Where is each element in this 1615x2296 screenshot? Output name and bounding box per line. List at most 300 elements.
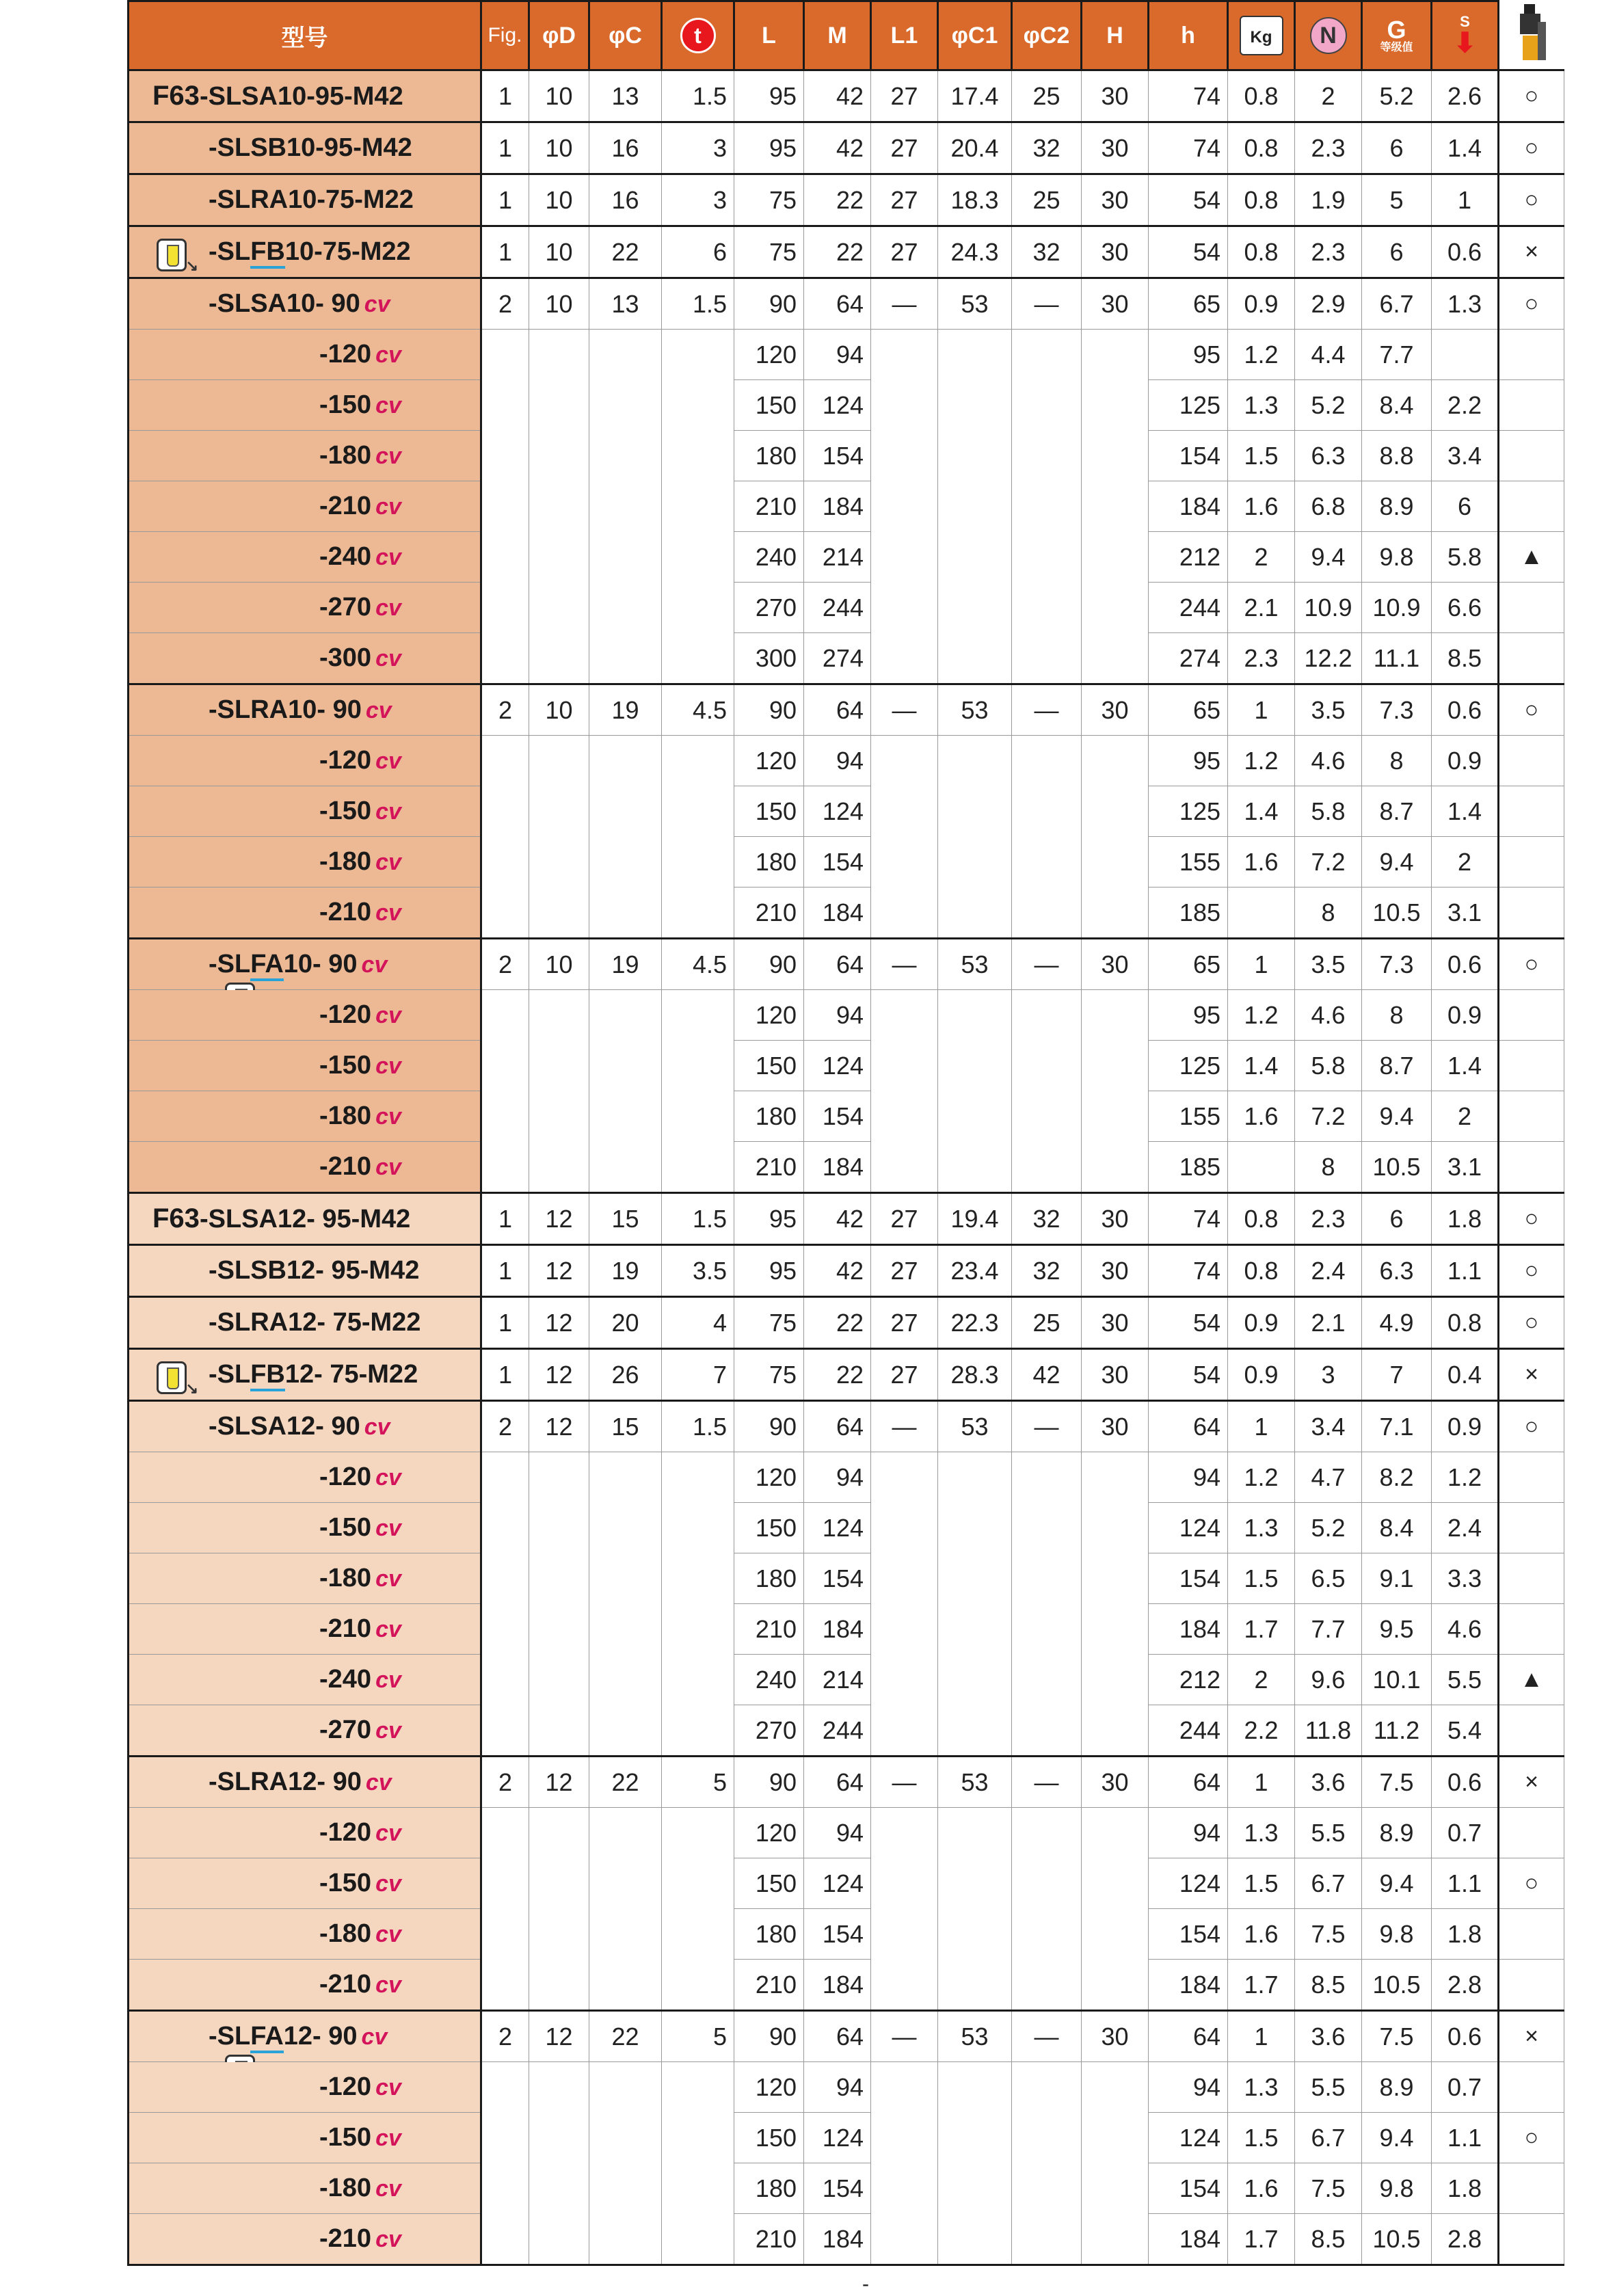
value-cell <box>1082 330 1149 380</box>
availability-mark <box>1499 1142 1564 1193</box>
value-cell: 1 <box>481 1193 529 1245</box>
value-cell <box>481 887 529 939</box>
value-cell: 1 <box>481 1297 529 1349</box>
value-cell: 54 <box>1149 1297 1228 1349</box>
value-cell: 2.3 <box>1228 633 1295 684</box>
value-cell: 64 <box>804 2011 871 2062</box>
model-length-suffix: -120 <box>319 2072 372 2101</box>
value-cell <box>938 330 1012 380</box>
value-cell <box>662 1452 734 1503</box>
model-code: -SL <box>209 950 251 978</box>
value-cell: 10.5 <box>1362 2214 1432 2265</box>
value-cell: 4.6 <box>1295 990 1362 1041</box>
value-cell: 244 <box>804 583 871 633</box>
value-cell <box>938 1808 1012 1858</box>
value-cell: 150 <box>734 1858 804 1909</box>
model-length-suffix: -120 <box>319 746 372 775</box>
value-cell: 19 <box>589 939 662 990</box>
value-cell: 154 <box>804 1091 871 1142</box>
value-cell <box>662 1142 734 1193</box>
model-code-highlight: FB <box>250 1360 285 1391</box>
model-code: -SLRA12- 90 <box>209 1767 362 1796</box>
model-cell <box>129 1757 481 1808</box>
value-cell <box>529 481 589 532</box>
value-cell: 1 <box>481 70 529 122</box>
value-cell: 6.8 <box>1295 481 1362 532</box>
value-cell: 180 <box>734 2163 804 2214</box>
value-cell <box>938 431 1012 481</box>
value-cell <box>662 1091 734 1142</box>
value-cell <box>1082 532 1149 583</box>
value-cell: 1.1 <box>1432 2113 1499 2163</box>
cv-mark: cv <box>375 799 401 825</box>
table-row <box>129 1245 1564 1297</box>
value-cell: 0.9 <box>1228 1349 1295 1401</box>
availability-mark <box>1499 736 1564 786</box>
value-cell <box>871 887 938 939</box>
value-cell: 1 <box>481 122 529 174</box>
model-cell <box>129 786 481 837</box>
table-row <box>129 70 1564 122</box>
value-cell: 2.1 <box>1228 583 1295 633</box>
value-cell: 184 <box>804 2214 871 2265</box>
value-cell: 154 <box>804 431 871 481</box>
cv-mark: cv <box>375 1566 401 1592</box>
value-cell: 74 <box>1149 122 1228 174</box>
value-cell: 5 <box>662 2011 734 2062</box>
value-cell <box>938 1604 1012 1655</box>
value-cell <box>1082 1858 1149 1909</box>
value-cell: 74 <box>1149 1245 1228 1297</box>
value-cell: 3.5 <box>1295 939 1362 990</box>
value-cell <box>1012 431 1082 481</box>
value-cell: 180 <box>734 431 804 481</box>
value-cell: 3.4 <box>1432 431 1499 481</box>
weight-icon: Kg <box>1240 16 1283 55</box>
value-cell <box>589 1041 662 1091</box>
value-cell <box>871 1858 938 1909</box>
value-cell <box>662 1858 734 1909</box>
value-cell: 28.3 <box>938 1349 1012 1401</box>
value-cell: 244 <box>1149 1705 1228 1757</box>
value-cell: 2.1 <box>1295 1297 1362 1349</box>
col-c2: φC2 <box>1012 1 1082 70</box>
value-cell: 5 <box>662 1757 734 1808</box>
value-cell: 54 <box>1149 1349 1228 1401</box>
value-cell <box>938 1452 1012 1503</box>
value-cell: 5.2 <box>1295 1503 1362 1553</box>
value-cell: 120 <box>734 1808 804 1858</box>
value-cell: 1 <box>1228 2011 1295 2062</box>
col-c1: φC1 <box>938 1 1012 70</box>
col-c: φC <box>589 1 662 70</box>
value-cell: 5.5 <box>1295 2062 1362 2113</box>
value-cell: 65 <box>1149 278 1228 330</box>
value-cell <box>1082 431 1149 481</box>
value-cell: 2 <box>1228 1655 1295 1705</box>
cv-mark: cv <box>375 544 401 570</box>
model-cell <box>129 2062 481 2113</box>
value-cell: 75 <box>734 226 804 278</box>
cv-mark: cv <box>375 1104 401 1130</box>
value-cell <box>938 481 1012 532</box>
value-cell: 25 <box>1012 70 1082 122</box>
value-cell <box>529 633 589 684</box>
value-cell: 22 <box>804 174 871 226</box>
value-cell <box>481 1604 529 1655</box>
value-cell: 3 <box>1295 1349 1362 1401</box>
value-cell <box>1082 2113 1149 2163</box>
value-cell: 124 <box>804 786 871 837</box>
value-cell: 9.8 <box>1362 1909 1432 1960</box>
col-fig: Fig. <box>481 1 529 70</box>
cv-mark: cv <box>375 1820 401 1846</box>
value-cell <box>481 583 529 633</box>
table-row <box>129 1041 1564 1091</box>
table-row <box>129 1349 1564 1401</box>
value-cell <box>1012 1808 1082 1858</box>
value-cell: 5.2 <box>1362 70 1432 122</box>
value-cell: 74 <box>1149 70 1228 122</box>
value-cell <box>1012 990 1082 1041</box>
value-cell: 154 <box>804 1909 871 1960</box>
value-cell: 10 <box>529 226 589 278</box>
value-cell: 1.4 <box>1228 786 1295 837</box>
value-cell: 27 <box>871 70 938 122</box>
value-cell: 1.4 <box>1432 122 1499 174</box>
value-cell: 3 <box>662 122 734 174</box>
model-cell <box>129 1349 481 1401</box>
table-row <box>129 1909 1564 1960</box>
value-cell: 1.5 <box>1228 2113 1295 2163</box>
value-cell: 10 <box>529 174 589 226</box>
table-row <box>129 939 1564 990</box>
value-cell <box>662 990 734 1041</box>
value-cell <box>529 2113 589 2163</box>
model-cell <box>129 990 481 1041</box>
value-cell: 30 <box>1082 70 1149 122</box>
cv-mark: cv <box>375 849 401 875</box>
value-cell: 1.5 <box>1228 1858 1295 1909</box>
value-cell: 6.3 <box>1295 431 1362 481</box>
value-cell <box>1082 633 1149 684</box>
value-cell <box>938 1705 1012 1757</box>
value-cell <box>871 1960 938 2011</box>
value-cell <box>871 1604 938 1655</box>
value-cell: 6 <box>662 226 734 278</box>
model-cell <box>129 1452 481 1503</box>
model-cell <box>129 431 481 481</box>
value-cell: 0.6 <box>1432 226 1499 278</box>
value-cell: 184 <box>1149 1604 1228 1655</box>
value-cell: — <box>1012 939 1082 990</box>
col-l1: L1 <box>871 1 938 70</box>
value-cell <box>1082 2214 1149 2265</box>
availability-mark <box>1499 1553 1564 1604</box>
value-cell: 1.2 <box>1228 330 1295 380</box>
value-cell: 0.8 <box>1228 226 1295 278</box>
availability-mark: ○ <box>1499 939 1564 990</box>
value-cell: 4.5 <box>662 939 734 990</box>
value-cell: 8.7 <box>1362 1041 1432 1091</box>
value-cell: 180 <box>734 1553 804 1604</box>
model-cell <box>129 1655 481 1705</box>
value-cell: 8 <box>1362 736 1432 786</box>
table-row <box>129 887 1564 939</box>
value-cell: 10.1 <box>1362 1655 1432 1705</box>
model-cell <box>129 1245 481 1297</box>
value-cell: 13 <box>589 278 662 330</box>
value-cell <box>481 1142 529 1193</box>
value-cell: 12 <box>529 1297 589 1349</box>
value-cell: 6.5 <box>1295 1553 1362 1604</box>
value-cell: 90 <box>734 2011 804 2062</box>
value-cell: 1 <box>1228 684 1295 736</box>
value-cell: 64 <box>804 1757 871 1808</box>
value-cell: 4.6 <box>1295 736 1362 786</box>
value-cell <box>1012 481 1082 532</box>
value-cell: 8 <box>1295 1142 1362 1193</box>
model-cell <box>129 122 481 174</box>
model-length-suffix: -180 <box>319 847 372 876</box>
value-cell <box>662 1960 734 2011</box>
value-cell <box>1012 330 1082 380</box>
value-cell: 184 <box>1149 1960 1228 2011</box>
value-cell: 8.2 <box>1362 1452 1432 1503</box>
model-length-suffix: -120 <box>319 1463 372 1491</box>
value-cell <box>481 1909 529 1960</box>
value-cell <box>589 1452 662 1503</box>
value-cell: 15 <box>589 1401 662 1452</box>
value-cell <box>938 2113 1012 2163</box>
value-cell <box>871 1503 938 1553</box>
value-cell: 7.3 <box>1362 939 1432 990</box>
value-cell: 150 <box>734 2113 804 2163</box>
value-cell: 7.7 <box>1362 330 1432 380</box>
value-cell: 6.7 <box>1362 278 1432 330</box>
model-cell <box>129 2214 481 2265</box>
value-cell: 124 <box>804 1041 871 1091</box>
value-cell <box>1012 1452 1082 1503</box>
availability-mark <box>1499 431 1564 481</box>
value-cell: 12 <box>529 1245 589 1297</box>
value-cell <box>529 736 589 786</box>
value-cell: 0.4 <box>1432 1349 1499 1401</box>
model-cell <box>129 1091 481 1142</box>
value-cell: 95 <box>734 122 804 174</box>
value-cell <box>529 1604 589 1655</box>
model-length-suffix: -180 <box>319 1102 372 1130</box>
model-cell <box>129 380 481 431</box>
value-cell: 6 <box>1432 481 1499 532</box>
value-cell <box>589 2163 662 2214</box>
table-row <box>129 2163 1564 2214</box>
model-prefix: F63 <box>152 81 200 111</box>
availability-mark <box>1499 786 1564 837</box>
value-cell: 90 <box>734 684 804 736</box>
value-cell: 30 <box>1082 122 1149 174</box>
model-cell <box>129 1041 481 1091</box>
value-cell: 22 <box>589 226 662 278</box>
value-cell: 17.4 <box>938 70 1012 122</box>
value-cell <box>871 2062 938 2113</box>
availability-mark: ▲ <box>1499 1655 1564 1705</box>
value-cell: 4.7 <box>1295 1452 1362 1503</box>
value-cell <box>589 1604 662 1655</box>
table-row <box>129 532 1564 583</box>
value-cell: 1 <box>1228 1401 1295 1452</box>
model-cell <box>129 532 481 583</box>
value-cell: 2 <box>1228 532 1295 583</box>
cv-mark: cv <box>375 1154 401 1180</box>
value-cell <box>871 1655 938 1705</box>
value-cell: 20 <box>589 1297 662 1349</box>
model-cell <box>129 1909 481 1960</box>
value-cell: 19.4 <box>938 1193 1012 1245</box>
value-cell: 12 <box>529 2011 589 2062</box>
value-cell: 1.5 <box>1228 431 1295 481</box>
value-cell <box>662 736 734 786</box>
value-cell <box>938 1655 1012 1705</box>
value-cell: 3.4 <box>1295 1401 1362 1452</box>
value-cell: 125 <box>1149 380 1228 431</box>
cv-mark: cv <box>375 1718 401 1744</box>
value-cell: 30 <box>1082 1297 1149 1349</box>
value-cell <box>938 837 1012 887</box>
value-cell <box>662 532 734 583</box>
model-length-suffix: -210 <box>319 2224 372 2253</box>
value-cell: 0.6 <box>1432 684 1499 736</box>
value-cell: 4.4 <box>1295 330 1362 380</box>
value-cell: 18.3 <box>938 174 1012 226</box>
value-cell <box>481 633 529 684</box>
value-cell: 12 <box>529 1757 589 1808</box>
value-cell: 3 <box>662 174 734 226</box>
col-s: S ⬇ <box>1432 1 1499 70</box>
value-cell: 1.6 <box>1228 2163 1295 2214</box>
model-code-tail: 12- 75-M22 <box>284 1360 418 1389</box>
value-cell <box>481 1452 529 1503</box>
value-cell <box>1228 1142 1295 1193</box>
value-cell: 94 <box>804 330 871 380</box>
value-cell: 2.6 <box>1432 70 1499 122</box>
value-cell: 42 <box>804 1245 871 1297</box>
value-cell <box>529 431 589 481</box>
value-cell: 300 <box>734 633 804 684</box>
value-cell: 8.7 <box>1362 786 1432 837</box>
value-cell: 184 <box>804 1960 871 2011</box>
col-l: L <box>734 1 804 70</box>
value-cell: 2 <box>481 278 529 330</box>
model-cell <box>129 837 481 887</box>
value-cell <box>1012 1705 1082 1757</box>
value-cell: 154 <box>804 2163 871 2214</box>
value-cell <box>662 1041 734 1091</box>
value-cell: 32 <box>1012 1193 1082 1245</box>
value-cell <box>1012 1909 1082 1960</box>
cv-mark: cv <box>375 342 401 368</box>
value-cell: 27 <box>871 122 938 174</box>
value-cell <box>662 1553 734 1604</box>
value-cell: 240 <box>734 532 804 583</box>
value-cell: 53 <box>938 1757 1012 1808</box>
newton-icon: N <box>1310 17 1347 54</box>
table-row <box>129 1858 1564 1909</box>
availability-mark: ○ <box>1499 1297 1564 1349</box>
value-cell: 10 <box>529 70 589 122</box>
value-cell: 0.9 <box>1228 1297 1295 1349</box>
value-cell <box>529 583 589 633</box>
value-cell <box>529 330 589 380</box>
cv-mark: cv <box>375 1667 401 1693</box>
value-cell <box>662 1604 734 1655</box>
model-length-suffix: -150 <box>319 1869 372 1897</box>
value-cell: 1.6 <box>1228 837 1295 887</box>
value-cell <box>1012 837 1082 887</box>
value-cell <box>1082 1909 1149 1960</box>
model-length-suffix: -180 <box>319 1919 372 1948</box>
value-cell: 1.1 <box>1432 1245 1499 1297</box>
value-cell <box>1012 1858 1082 1909</box>
availability-mark: × <box>1499 1349 1564 1401</box>
value-cell: 53 <box>938 939 1012 990</box>
value-cell <box>938 1553 1012 1604</box>
value-cell: 1 <box>481 174 529 226</box>
value-cell: 9.4 <box>1362 1091 1432 1142</box>
value-cell: 22 <box>589 2011 662 2062</box>
value-cell <box>871 837 938 887</box>
value-cell: 90 <box>734 278 804 330</box>
value-cell: 26 <box>589 1349 662 1401</box>
value-cell <box>938 990 1012 1041</box>
value-cell <box>1012 1604 1082 1655</box>
value-cell: 9.8 <box>1362 2163 1432 2214</box>
col-d: φD <box>529 1 589 70</box>
value-cell: 0.9 <box>1432 736 1499 786</box>
value-cell: 1.2 <box>1228 990 1295 1041</box>
value-cell <box>481 990 529 1041</box>
availability-mark: × <box>1499 226 1564 278</box>
value-cell <box>662 1808 734 1858</box>
cv-mark: cv <box>375 1972 401 1998</box>
value-cell: 1.6 <box>1228 1909 1295 1960</box>
cv-mark: cv <box>375 645 401 671</box>
value-cell: 9.6 <box>1295 1655 1362 1705</box>
availability-mark: ○ <box>1499 684 1564 736</box>
value-cell: 11.8 <box>1295 1705 1362 1757</box>
value-cell: 94 <box>1149 1808 1228 1858</box>
value-cell: 53 <box>938 1401 1012 1452</box>
table-row <box>129 1604 1564 1655</box>
model-length-suffix: -300 <box>319 643 372 672</box>
machine-icon <box>1514 1 1549 63</box>
value-cell: 10.5 <box>1362 1960 1432 2011</box>
value-cell: 1.4 <box>1432 1041 1499 1091</box>
value-cell: 5.8 <box>1295 1041 1362 1091</box>
value-cell: 25 <box>1012 174 1082 226</box>
value-cell <box>589 990 662 1041</box>
cv-mark: cv <box>365 697 392 723</box>
value-cell <box>871 380 938 431</box>
availability-mark: ○ <box>1499 1245 1564 1297</box>
value-cell <box>529 532 589 583</box>
value-cell: 10 <box>529 122 589 174</box>
value-cell <box>1082 837 1149 887</box>
value-cell <box>871 2214 938 2265</box>
value-cell: 8.5 <box>1432 633 1499 684</box>
value-cell: 2.9 <box>1295 278 1362 330</box>
value-cell: 0.8 <box>1228 174 1295 226</box>
